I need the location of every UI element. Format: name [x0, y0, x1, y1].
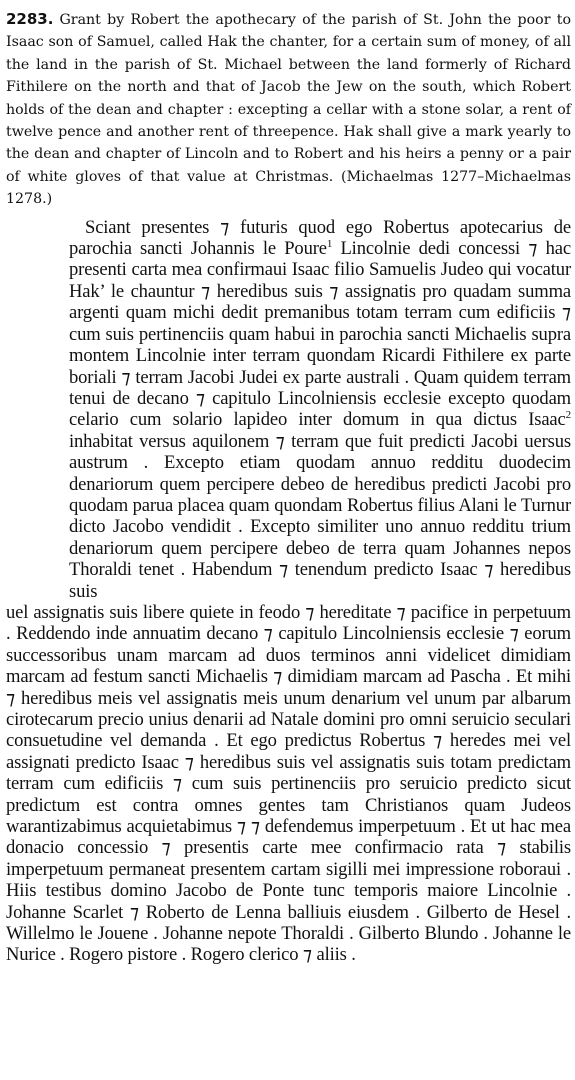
charter-full-width-block: uel assignatis suis libere quiete in feodo ⁊ hereditate ⁊ pacifice in perpetuum . Reddendo inde annuatim decano ⁊ capitulo Lincolniensis ecclesie ⁊ eorum successoribus unam marcam ad duos terminos anni videlicet dimidiam marcam ad festum sancti Michaelis ⁊ dimidiam marcam ad Pascha . Et mihi ⁊ heredibus meis vel assignatis meis unum denarium vel unum par albarum cirotecarum precio unius denarii ad Natale domini pro omni seruicio seculari consuetudine vel demanda . Et ego predictus Robertus ⁊ heredes mei vel assignati predicto Isaac ⁊ heredibus suis vel assignatis suis totam predictam terram cum edificiis ⁊ cum suis pertinenciis pro seruicio predicto sicut predictum est contra omnes gentes tam Christianos quam Judeos warantizabimus acquietabimus ⁊ ⁊ defendemus imperpetuum . Et ut hac mea donacio concessio ⁊ presentis carte mee confirmacio rata ⁊ stabilis imperpetuum permaneat presentem cartam sigilli mei impressione roboraui . Hiis testibus domino Jacobo de Ponte tunc temporis maiore Lincolnie . Johanne Scarlet ⁊ Roberto de Lenna balliuis eiusdem . Gilberto de Hesel . Willelmo le Jouene . Johanne nepote Thoraldi . Gilberto Blundo . Johanne le Nurice . Rogero pistore . Rogero clerico ⁊ aliis .	[6, 601, 571, 966]
entry-summary-paragraph	[6, 8, 571, 211]
entry-number: 2283.	[6, 10, 54, 28]
footnote-marker-1: 1	[326, 237, 333, 250]
charter-text-part-a: Sciant presentes ⁊ futuris quod ego Robertus apotecarius de parochia sancti Johannis le Poure	[69, 216, 571, 260]
charter-text	[6, 217, 571, 966]
charter-text-part-b: Lincolnie dedi concessi ⁊ hac presenti carta mea confirmaui Isaac filio Samuelis Judeo qui vocatur Hak’ le chauntur ⁊ heredibus suis ⁊ assignatis pro quadam summa argenti quam michi dedit premanibus totam terram cum edificiis ⁊ cum suis pertinenciis quam habui in parochia sancti Michaelis supra montem Lincolnie inter terram quondam Ricardi Fithilere ex parte boriali ⁊ terram Jacobi Judei ex parte australi . Quam quidem terram tenui de decano ⁊ capitulo Lincolniensis ecclesie excepto quodam celario cum solario lapideo inter domum in qua dictus Isaac	[69, 238, 571, 431]
entry-summary-text: Grant by Robert the apothecary of the parish of St. John the poor to Isaac son of Samuel, called Hak the chanter, for a certain sum of money, of all the land in the parish of St. Michael between the land formerly of Richard Fithilere on the north and that of Jacob the Jew on the south, which Robert holds of the dean and chapter : excepting a cellar with a stone solar, a rent of twelve pence and another rent of threepence. Hak shall give a mark yearly to the dean and chapter of Lincoln and to Robert and his heirs a penny or a pair of white gloves of that value at Christmas. (Michaelmas 1277–Michaelmas 1278.)	[6, 12, 571, 208]
charter-indented-block	[6, 217, 571, 602]
charter-text-part-c: inhabitat versus aquilonem ⁊ terram que fuit predicti Jacobi uersus austrum . Excepto etiam quodam annuo redditu duodecim denariorum quem percipere debeo de heredibus predicti Jacobi pro quodam parua placea quam quondam Robertus filius Alani le Turnur dicto Jacobo vendidit . Excepto similiter uno annuo redditu trium denariorum quem percipere debeo de terra quam Johannes nepos Thoraldi tenet . Habendum ⁊ tenendum predicto Isaac ⁊ heredibus suis	[69, 430, 571, 602]
footnote-marker-2: 2	[565, 409, 571, 422]
